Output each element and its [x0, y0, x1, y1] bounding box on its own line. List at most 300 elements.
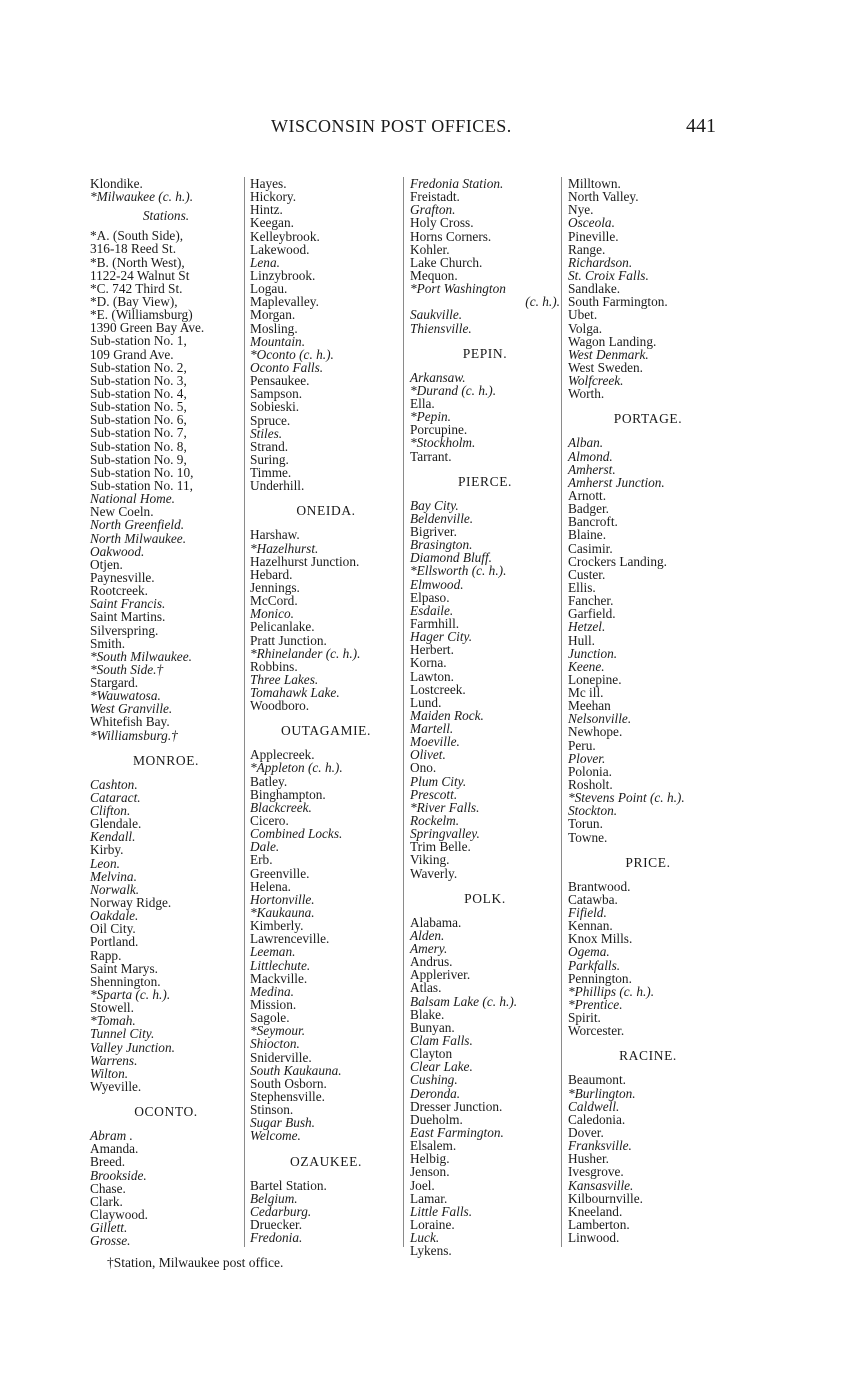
post-office-entry: Appleriver.: [410, 967, 471, 983]
post-office-entry: Oconto Falls.: [250, 359, 324, 375]
post-office-entry: Kohler.: [410, 241, 450, 257]
post-office-entry: Belgium.: [250, 1190, 298, 1206]
post-office-entry: Bancroft.: [568, 514, 618, 530]
post-office-entry: *D. (Bay View),: [90, 293, 178, 309]
post-office-entry: West Sweden.: [568, 359, 644, 375]
post-office-entry: *Rhinelander (c. h.).: [250, 645, 361, 661]
post-office-entry: Sub-station No. 3,: [90, 372, 187, 388]
post-office-entry: Worcester.: [568, 1023, 625, 1039]
post-office-entry: *Oconto (c. h.).: [250, 346, 334, 362]
post-office-entry: Kendall.: [90, 829, 136, 845]
county-heading: PRICE.: [625, 854, 671, 870]
county-heading: OUTAGAMIE.: [280, 723, 372, 739]
county-heading: ONEIDA.: [296, 503, 356, 519]
county-heading: PIERCE.: [457, 473, 513, 489]
post-office-entry: Beldenville.: [410, 510, 474, 526]
post-office-entry: *Milwaukee (c. h.).: [90, 189, 194, 205]
post-office-entry: Clark.: [90, 1193, 123, 1209]
post-office-entry: Range.: [568, 241, 606, 257]
post-office-entry: Badger.: [568, 501, 609, 517]
post-office-entry: Valley Junction.: [90, 1039, 175, 1055]
post-office-entry: Cedarburg.: [250, 1203, 312, 1219]
post-office-entry: Custer.: [568, 566, 606, 582]
column-rule: [561, 177, 562, 1247]
post-office-entry: Keene.: [568, 658, 605, 674]
post-office-entry: Fifield.: [568, 905, 607, 921]
post-office-entry: Holy Cross.: [410, 215, 474, 231]
post-office-entry: Fredonia.: [250, 1230, 303, 1246]
running-title: WISCONSIN POST OFFICES.: [271, 116, 512, 136]
post-office-entry: Garfield.: [568, 606, 616, 622]
post-office-entry: Fredonia Station.: [410, 176, 504, 191]
post-office-entry: Dover.: [568, 1125, 604, 1140]
post-office-entry: Luck.: [410, 1230, 440, 1246]
post-office-entry: North Valley.: [568, 189, 639, 205]
post-office-entry: Silverspring.: [90, 622, 159, 638]
post-office-entry: Olivet.: [410, 747, 446, 763]
post-office-entry: Lawrenceville.: [250, 931, 330, 947]
post-office-entry: Trim Belle.: [410, 839, 471, 855]
post-office-entry: *South Milwaukee.: [90, 648, 192, 664]
column-1: [90, 177, 242, 1247]
post-office-entry: Elsalem.: [410, 1138, 457, 1154]
post-office-entry: Thiensville.: [410, 320, 472, 336]
post-office-entry: Porcupine.: [410, 422, 468, 438]
post-office-entry: Towne.: [568, 829, 608, 845]
post-office-entry: National Home.: [90, 491, 175, 507]
post-office-entry: Kansasville.: [568, 1177, 634, 1193]
post-office-entry: Dresser Junction.: [410, 1098, 503, 1114]
post-office-entry: Blackcreek.: [250, 799, 312, 815]
post-office-entry: Spruce.: [250, 412, 291, 428]
post-office-entry: Woodboro.: [250, 698, 310, 714]
post-office-entry: Mosling.: [250, 320, 298, 336]
post-office-entry: Lawton.: [410, 668, 454, 684]
post-office-entry: Sniderville.: [250, 1049, 312, 1065]
post-office-entry: Hickory.: [250, 189, 297, 205]
post-office-entry: *Williamsburg.†: [90, 727, 178, 743]
post-office-entry: Rockelm.: [410, 813, 460, 829]
post-office-entry: Hager City.: [410, 629, 473, 645]
post-office-entry: Sub-station No. 11,: [90, 477, 193, 493]
post-office-entry: *River Falls.: [410, 799, 480, 815]
county-heading: OCONTO.: [134, 1104, 198, 1120]
post-office-entry: Meehan: [568, 698, 611, 714]
post-office-entry: Jenson.: [410, 1164, 450, 1180]
post-office-entry: Kneeland.: [568, 1203, 623, 1219]
post-office-entry: Three Lakes.: [250, 671, 319, 687]
post-office-entry: Lake Church.: [410, 254, 483, 270]
post-office-entry: Cashton.: [90, 776, 138, 792]
post-office-entry: Ellis.: [568, 579, 596, 595]
post-office-entry: Martell.: [410, 721, 454, 737]
post-office-entry: Plover.: [568, 750, 606, 766]
page-header: [0, 116, 859, 142]
post-office-entry: Lakewood.: [250, 241, 310, 257]
post-office-entry: Combined Locks.: [250, 826, 343, 842]
post-office-entry: Hetzel.: [568, 619, 606, 635]
post-office-entry: Blake.: [410, 1006, 445, 1022]
post-office-entry: Oakdale.: [90, 908, 139, 924]
county-heading: MONROE.: [132, 752, 200, 768]
post-office-entry: Breed.: [90, 1154, 126, 1170]
post-office-entry: Clayton: [410, 1046, 453, 1062]
post-office-entry: Littlechute.: [250, 957, 311, 973]
post-office-entry: Grafton.: [410, 202, 456, 218]
post-office-entry: Norway Ridge.: [90, 895, 172, 911]
post-office-entry: Stephensville.: [250, 1089, 325, 1104]
post-office-entry: Spirit.: [568, 1010, 601, 1026]
post-office-entry: 109 Grand Ave.: [90, 346, 174, 362]
post-office-entry: Sampson.: [250, 386, 303, 402]
post-office-entry: Maplevalley.: [250, 294, 319, 310]
post-office-entry: Klondike.: [90, 176, 143, 191]
post-office-entry: South Kaukauna.: [250, 1062, 342, 1078]
post-office-entry: Joel.: [410, 1177, 435, 1193]
post-office-entry: Druecker.: [250, 1216, 303, 1232]
post-office-entry: Volga.: [568, 320, 603, 336]
post-office-entry: Caldwell.: [568, 1098, 620, 1114]
post-office-entry: Sobieski.: [250, 399, 300, 415]
post-office-entry: Loraine.: [410, 1216, 455, 1232]
post-office-entry: *Pepin.: [410, 409, 451, 425]
page-number: 441: [686, 115, 716, 137]
post-office-entry: *Port Washington: [410, 281, 506, 297]
post-office-entry: Cicero.: [250, 813, 289, 829]
post-office-entry: Kelleybrook.: [250, 228, 320, 244]
post-office-entry: Amanda.: [90, 1141, 139, 1157]
post-office-entry: Hortonville.: [250, 891, 315, 907]
post-office-entry: Ogema.: [568, 944, 610, 960]
post-office-entry: Helena.: [250, 878, 291, 894]
post-office-entry: Stiles.: [250, 425, 283, 441]
post-office-entry: Shennington.: [90, 973, 161, 989]
post-office-entry: Polonia.: [568, 763, 612, 779]
subheading: Stations.: [142, 208, 190, 224]
post-office-entry: Ubet.: [568, 307, 598, 323]
post-office-entry: Applecreek.: [250, 747, 315, 763]
post-office-entry: Newhope.: [568, 724, 623, 740]
post-office-entry: Kimberly.: [250, 918, 304, 934]
post-office-entry: South Osborn.: [250, 1075, 327, 1091]
post-office-entry: Pensaukee.: [250, 373, 310, 389]
post-office-entry: Deronda.: [410, 1085, 461, 1101]
post-office-entry: Lamberton.: [568, 1216, 630, 1232]
post-office-entry: Franksville.: [568, 1138, 632, 1154]
post-office-entry: *Stockholm.: [410, 435, 476, 451]
post-office-entry: Bay City.: [410, 497, 459, 513]
post-office-entry: Saint Martins.: [90, 609, 166, 625]
post-office-entry: McCord.: [250, 593, 298, 609]
post-office-entry: Lonepine.: [568, 671, 622, 687]
post-office-entry: Hayes.: [250, 176, 287, 191]
post-office-entry: Welcome.: [250, 1128, 301, 1144]
post-office-entry: Glendale.: [90, 816, 142, 832]
post-office-entry: Brantwood.: [568, 878, 631, 894]
post-office-entry: *Kaukauna.: [250, 905, 315, 921]
post-office-entry: Stowell.: [90, 1000, 134, 1016]
post-office-entry: Morgan.: [250, 307, 296, 323]
post-office-entry: Saint Marys.: [90, 960, 158, 976]
post-office-entry: Springvalley.: [410, 826, 480, 842]
post-office-entry: *Wauwatosa.: [90, 688, 161, 704]
post-office-entry: Gillett.: [90, 1220, 128, 1236]
post-office-entry: Tarrant.: [410, 448, 452, 464]
post-office-entry: West Granville.: [90, 701, 173, 717]
post-office-entry: Hull.: [568, 632, 595, 648]
post-office-entry: *Phillips (c. h.).: [568, 983, 655, 999]
post-office-entry: Mission.: [250, 997, 297, 1013]
post-office-entry: Atlas.: [410, 980, 442, 996]
post-office-entry: *B. (North West),: [90, 254, 185, 270]
post-office-entry: Plum City.: [410, 773, 467, 789]
post-office-entry: Korna.: [410, 655, 447, 671]
post-office-entry: Leon.: [90, 855, 120, 871]
post-office-entry: Linzybrook.: [250, 267, 316, 283]
post-office-entry: Lostcreek.: [410, 681, 466, 697]
post-office-entry: Erb.: [250, 852, 273, 868]
post-office-entry: Bigriver.: [410, 523, 457, 539]
post-office-entry: *South Side.†: [90, 661, 164, 677]
post-office-entry: Sub-station No. 4,: [90, 385, 187, 401]
post-office-entry: Clear Lake.: [410, 1059, 473, 1075]
post-office-entry: Amherst Junction.: [568, 474, 665, 490]
post-office-entry: Pratt Junction.: [250, 632, 327, 648]
post-office-entry: Timme.: [250, 465, 292, 481]
post-office-entry: Sub-station No. 8,: [90, 438, 187, 454]
post-office-entry: Norwalk.: [90, 881, 140, 897]
post-office-entry: *Stevens Point (c. h.).: [568, 790, 685, 806]
post-office-entry: 1122-24 Walnut St: [90, 267, 190, 283]
post-office-entry: North Greenfield.: [90, 517, 185, 533]
post-office-entry: Caledonia.: [568, 1111, 626, 1127]
post-office-entry: Hintz.: [250, 202, 283, 218]
post-office-entry: Worth.: [568, 386, 605, 402]
post-office-entry: Osceola.: [568, 215, 615, 231]
post-office-entry: Hebard.: [250, 566, 293, 582]
post-office-entry: Otjen.: [90, 556, 123, 572]
post-office-entry: *Prentice.: [568, 997, 623, 1013]
post-office-entry: Freistadt.: [410, 189, 460, 205]
post-office-entry: Elpaso.: [410, 589, 450, 605]
post-office-entry: Horns Corners.: [410, 228, 492, 244]
post-office-entry: St. Croix Falls.: [568, 267, 649, 283]
post-office-entry: Alden.: [410, 927, 445, 943]
post-office-entry: Casimir.: [568, 540, 613, 556]
post-office-entry: Lykens.: [410, 1243, 452, 1259]
post-office-entry: Nelsonville.: [568, 711, 632, 727]
column-2: [250, 177, 402, 1244]
post-office-entry: *Ellsworth (c. h.).: [410, 563, 507, 579]
post-office-entry: Lamar.: [410, 1190, 448, 1206]
post-office-entry: South Farmington.: [568, 294, 668, 310]
county-heading: POLK.: [464, 890, 506, 906]
post-office-entry: Herbert.: [410, 642, 454, 658]
post-office-entry: Amery.: [410, 941, 448, 957]
post-office-entry: East Farmington.: [410, 1125, 504, 1140]
post-office-entry: New Coeln.: [90, 504, 154, 520]
post-office-entry: Richardson.: [568, 254, 633, 270]
post-office-entry: Stargard.: [90, 675, 139, 691]
post-office-entry: Saint Francis.: [90, 596, 166, 612]
post-office-entry: Mc ill.: [568, 685, 604, 701]
post-office-entry: Rootcreek.: [90, 583, 148, 599]
post-office-entry: Diamond Bluff.: [410, 550, 492, 566]
post-office-entry: Tunnel City.: [90, 1026, 155, 1042]
post-office-entry: Stinson.: [250, 1102, 294, 1118]
post-office-entry: Fancher.: [568, 593, 614, 609]
post-office-entry: Wolfcreek.: [568, 373, 624, 389]
post-office-entry: Mountain.: [250, 333, 306, 349]
post-office-entry: Milltown.: [568, 176, 621, 191]
post-office-entry: Keegan.: [250, 215, 294, 231]
post-office-entry: Underhill.: [250, 478, 305, 494]
post-office-entry: Ivesgrove.: [568, 1164, 624, 1180]
post-office-entry: Arnott.: [568, 487, 607, 503]
post-office-entry: Dale.: [250, 839, 280, 855]
post-office-entry: Alban.: [568, 435, 604, 451]
post-office-entry: Nye.: [568, 202, 594, 218]
post-office-entry: Smith.: [90, 635, 126, 651]
column-rule: [244, 177, 245, 1247]
post-office-entry: Catawba.: [568, 891, 618, 907]
post-office-entry: *C. 742 Third St.: [90, 280, 183, 296]
post-office-entry: Monico.: [250, 606, 294, 622]
post-office-entry: Little Falls.: [410, 1203, 473, 1219]
post-office-entry: Andrus.: [410, 954, 453, 970]
post-office-entry: Pineville.: [568, 228, 619, 244]
county-heading: PEPIN.: [462, 345, 508, 361]
post-office-entry: Pelicanlake.: [250, 619, 315, 635]
post-office-entry: Cushing.: [410, 1072, 458, 1088]
post-office-entry: Portland.: [90, 934, 139, 950]
post-office-entry: Bartel Station.: [250, 1177, 327, 1193]
post-office-entry: Mequon.: [410, 267, 458, 283]
post-office-entry: Farmhill.: [410, 615, 460, 631]
post-office-entry: Blaine.: [568, 527, 607, 543]
column-3: [410, 177, 560, 1257]
post-office-entry: Abram .: [90, 1128, 133, 1144]
post-office-entry: Logau.: [250, 281, 288, 297]
post-office-entry: *Burlington.: [568, 1085, 636, 1101]
post-office-entry: Crockers Landing.: [568, 553, 667, 569]
post-office-entry: Moeville.: [410, 734, 460, 750]
post-office-entry: *Durand (c. h.).: [410, 382, 497, 398]
post-office-entry: Lund.: [410, 694, 442, 710]
post-office-entry: Arkansaw.: [410, 369, 466, 385]
post-office-entry: Dueholm.: [410, 1111, 463, 1127]
post-office-entry: Clam Falls.: [410, 1033, 473, 1049]
post-office-entry: Cataract.: [90, 789, 141, 805]
post-office-entry: Greenville.: [250, 865, 310, 881]
post-office-entry: Sub-station No. 5,: [90, 399, 187, 415]
post-office-entry: Whitefish Bay.: [90, 714, 170, 730]
post-office-entry: Helbig.: [410, 1151, 450, 1167]
post-office-entry: Oakwood.: [90, 543, 145, 559]
post-office-entry: Batley.: [250, 773, 288, 789]
post-office-entry: Peru.: [568, 737, 596, 753]
post-office-entry: Junction.: [568, 645, 618, 661]
post-office-entry: Hazelhurst Junction.: [250, 553, 360, 569]
post-office-entry: Wagon Landing.: [568, 333, 657, 349]
post-office-entry: Sub-station No. 1,: [90, 333, 187, 349]
post-office-entry: Shiocton.: [250, 1036, 300, 1052]
post-office-entry: Sagole.: [250, 1010, 290, 1026]
post-office-entry: *Seymour.: [250, 1023, 306, 1039]
post-office-entry: 1390 Green Bay Ave.: [90, 320, 205, 336]
post-office-entry: Leeman.: [250, 944, 296, 960]
county-heading: PORTAGE.: [613, 411, 683, 427]
post-office-entry: Paynesville.: [90, 569, 155, 585]
county-heading: OZAUKEE.: [290, 1153, 362, 1169]
post-office-entry: Waverly.: [410, 865, 458, 881]
post-office-entry: Viking.: [410, 852, 450, 868]
post-office-entry: Sandlake.: [568, 281, 621, 297]
post-office-entry: Amherst.: [568, 461, 616, 477]
post-office-entry: Kilbournville.: [568, 1190, 643, 1206]
post-office-entry: North Milwaukee.: [90, 530, 187, 546]
post-office-entry: Wilton.: [90, 1065, 129, 1081]
post-office-entry: Beaumont.: [568, 1072, 626, 1088]
post-office-entry: Saukville.: [410, 307, 463, 323]
footnote: †Station, Milwaukee post office.: [107, 1255, 284, 1270]
post-office-entry: Knox Mills.: [568, 931, 633, 947]
post-office-entry: Sub-station No. 6,: [90, 412, 187, 428]
post-office-entry: Tomahawk Lake.: [250, 685, 340, 701]
county-heading: RACINE.: [619, 1048, 677, 1064]
post-office-entry: Bunyan.: [410, 1019, 455, 1035]
post-office-entry: Brookside.: [90, 1167, 147, 1183]
post-office-entry: Pennington.: [568, 970, 632, 986]
post-office-entry: *Sparta (c. h.).: [90, 987, 171, 1003]
post-office-entry: Sub-station No. 10,: [90, 464, 194, 480]
post-office-entry: Sub-station No. 9,: [90, 451, 187, 467]
post-office-entry: Chase.: [90, 1180, 126, 1196]
column-rule: [403, 177, 404, 1247]
post-office-entry: Elmwood.: [410, 576, 464, 592]
post-office-entry: Binghampton.: [250, 786, 326, 802]
post-office-entry: Parkfalls.: [568, 957, 621, 973]
post-office-entry: Kirby.: [90, 842, 124, 858]
post-office-entry: Esdaile.: [410, 602, 454, 618]
post-office-entry: Husher.: [568, 1151, 609, 1167]
post-office-entry: Mackville.: [250, 970, 308, 986]
post-office-entry: Sub-station No. 7,: [90, 425, 187, 441]
post-office-entry: Rosholt.: [568, 777, 613, 793]
post-office-entry: Grosse.: [90, 1233, 131, 1249]
post-office-entry: *A. (South Side),: [90, 228, 184, 244]
column-4: [568, 177, 728, 1244]
post-office-entry: Claywood.: [90, 1206, 148, 1222]
post-office-entry: Melvina.: [90, 868, 137, 884]
post-office-entry: Almond.: [568, 448, 613, 464]
post-office-entry: *E. (Williamsburg): [90, 307, 193, 323]
post-office-entry: Brasington.: [410, 537, 473, 553]
post-office-entry: 316-18 Reed St.: [90, 241, 177, 257]
post-office-entry: Ella.: [410, 395, 435, 411]
post-office-entry: West Denmark.: [568, 346, 649, 362]
post-office-entry: Linwood.: [568, 1230, 620, 1246]
post-office-entry: Harshaw.: [250, 527, 300, 543]
post-office-entry: Clifton.: [90, 803, 131, 819]
post-office-entry: Sugar Bush.: [250, 1115, 316, 1131]
post-office-entry: (c. h.).: [525, 294, 560, 310]
post-office-entry: Strand.: [250, 438, 289, 454]
post-office-entry: *Hazelhurst.: [250, 540, 319, 556]
post-office-entry: Warrens.: [90, 1052, 138, 1068]
post-office-entry: Torun.: [568, 816, 603, 832]
post-office-entry: Stockton.: [568, 803, 618, 819]
